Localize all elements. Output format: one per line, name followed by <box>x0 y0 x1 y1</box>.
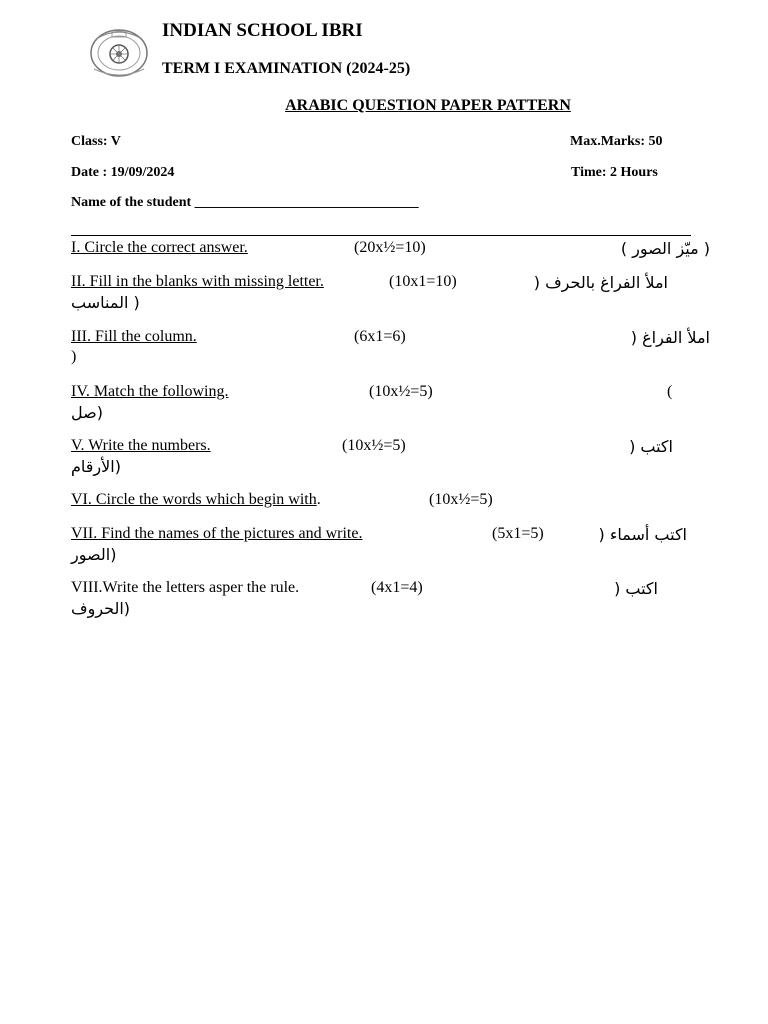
time-label: Time: 2 Hours <box>571 165 658 180</box>
max-marks-label: Max.Marks: 50 <box>570 134 663 149</box>
question-arabic-cont: صل) <box>71 403 103 422</box>
question-arabic: اكتب أسماء ( <box>598 525 687 544</box>
question-arabic: اكتب ( <box>629 437 673 456</box>
question-marks: (10x1=10) <box>389 273 457 290</box>
question-arabic: املأ الفراغ بالحرف ( <box>533 273 668 292</box>
class-label: Class: V <box>71 134 121 149</box>
question-arabic: املأ الفراغ ( <box>630 328 710 347</box>
question-arabic: ( ميّز الصور ) <box>620 239 710 258</box>
question-marks: (10x½=5) <box>369 383 433 400</box>
question-text: VII. Find the names of the pictures and write. <box>71 525 363 542</box>
school-emblem-icon <box>86 25 152 79</box>
question-arabic-cont: الصور) <box>71 545 117 564</box>
student-name-field: Name of the student ________________________________ <box>71 195 419 210</box>
question-text: VIII.Write the letters asper the rule. <box>71 579 300 596</box>
school-name: INDIAN SCHOOL IBRI <box>162 20 363 41</box>
question-arabic-cont: ) <box>71 348 77 365</box>
question-arabic-cont: الحروف) <box>71 599 131 618</box>
question-marks: (10x½=5) <box>342 437 406 454</box>
question-arabic: ( <box>667 383 673 400</box>
question-text-suffix: . <box>316 491 321 508</box>
question-marks: (4x1=4) <box>371 579 423 596</box>
question-marks: (20x½=10) <box>354 239 426 256</box>
date-label: Date : 19/09/2024 <box>71 165 175 180</box>
question-text: II. Fill in the blanks with missing letter. <box>71 273 324 290</box>
question-marks: (5x1=5) <box>492 525 544 542</box>
question-arabic-cont: المناسب ) <box>71 293 140 312</box>
exam-title: TERM I EXAMINATION (2024-25) <box>162 60 411 77</box>
question-arabic: اكتب ( <box>614 579 658 598</box>
question-text: I. Circle the correct answer. <box>71 239 248 256</box>
question-arabic-cont: الأرقام) <box>71 457 121 476</box>
question-row <box>71 491 321 509</box>
question-text: V. Write the numbers. <box>71 437 211 454</box>
question-text: VI. Circle the words which begin with <box>71 491 317 508</box>
question-text: IV. Match the following. <box>71 383 229 400</box>
question-text: III. Fill the column. <box>71 328 197 345</box>
question-marks: (6x1=6) <box>354 328 406 345</box>
question-marks: (10x½=5) <box>429 491 493 508</box>
divider-line <box>71 235 691 236</box>
paper-title: ARABIC QUESTION PAPER PATTERN <box>285 97 571 114</box>
